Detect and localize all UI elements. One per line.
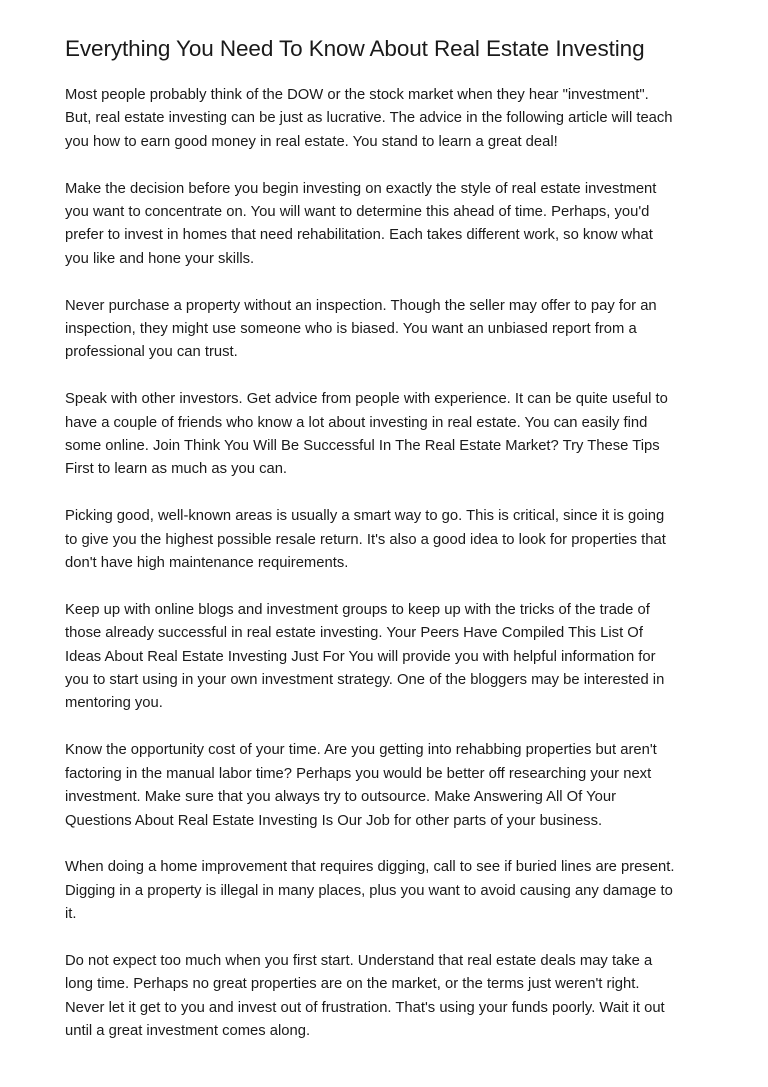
paragraph-line: First to learn as much as you can.: [65, 461, 288, 478]
paragraph: [65, 950, 708, 1044]
paragraph-line: long time. Perhaps no great properties are on the market, or the terms just weren't right.: [65, 976, 640, 993]
paragraph-line: until a great investment comes along.: [65, 1023, 311, 1040]
paragraph-line: you like and hone your skills.: [65, 250, 255, 267]
paragraph-line: Make the decision before you begin investing on exactly the style of real estate investment: [65, 180, 657, 197]
document-body: [65, 84, 708, 1044]
paragraph-line: Do not expect too much when you first start. Understand that real estate deals may take a: [65, 952, 653, 969]
paragraph-line: When doing a home improvement that requires digging, call to see if buried lines are present.: [65, 859, 675, 876]
paragraph-line: Questions About Real Estate Investing Is Our Job for other parts of your business.: [65, 812, 603, 829]
paragraph-line: prefer to invest in homes that need rehabilitation. Each takes different work, so know what: [65, 227, 653, 244]
paragraph-line: Know the opportunity cost of your time. Are you getting into rehabbing properties but aren't: [65, 742, 657, 759]
paragraph-line: some online. Join Think You Will Be Successful In The Real Estate Market? Try These Tips: [65, 438, 660, 455]
paragraph: [65, 505, 708, 575]
paragraph-line: you how to earn good money in real estate. You stand to learn a great deal!: [65, 133, 558, 150]
paragraph: [65, 295, 708, 365]
paragraph-line: Digging in a property is illegal in many places, plus you want to avoid causing any damage to: [65, 882, 673, 899]
paragraph-line: don't have high maintenance requirements.: [65, 555, 349, 572]
paragraph: [65, 599, 708, 716]
paragraph-line: mentoring you.: [65, 695, 163, 712]
paragraph: [65, 84, 708, 154]
paragraph-line: Keep up with online blogs and investment groups to keep up with the tricks of the trade of: [65, 601, 650, 618]
paragraph-line: Ideas About Real Estate Investing Just For You will provide you with helpful information for: [65, 648, 656, 665]
document-title: Everything You Need To Know About Real Estate Investing: [65, 36, 645, 61]
paragraph-line: inspection, they might use someone who is biased. You want an unbiased report from a: [65, 321, 637, 338]
paragraph-line: Never let it get to you and invest out of frustration. That's using your funds poorly. Wait it out: [65, 999, 665, 1016]
paragraph: [65, 856, 708, 926]
paragraph-line: you want to concentrate on. You will want to determine this ahead of time. Perhaps, you'd: [65, 204, 650, 221]
paragraph: [65, 178, 708, 272]
paragraph-line: professional you can trust.: [65, 344, 238, 361]
paragraph-line: investment. Make sure that you always try to outsource. Make Answering All Of Your: [65, 789, 617, 806]
paragraph-line: But, real estate investing can be just as lucrative. The advice in the following article will teach: [65, 110, 673, 127]
paragraph-line: it.: [65, 906, 77, 923]
paragraph-line: factoring in the manual labor time? Perhaps you would be better off researching your next: [65, 765, 652, 782]
paragraph: [65, 388, 708, 482]
paragraph-line: Never purchase a property without an inspection. Though the seller may offer to pay for an: [65, 297, 657, 314]
paragraph-line: Speak with other investors. Get advice from people with experience. It can be quite useful to: [65, 391, 668, 408]
paragraph-line: Most people probably think of the DOW or the stock market when they hear "investment".: [65, 87, 649, 103]
paragraph: [65, 739, 708, 833]
paragraph-line: those already successful in real estate investing. Your Peers Have Compiled This List Of: [65, 625, 643, 642]
paragraph-line: to give you the highest possible resale return. It's also a good idea to look for properties that: [65, 531, 666, 548]
paragraph-line: Picking good, well-known areas is usually a smart way to go. This is critical, since it is going: [65, 508, 665, 525]
paragraph-line: you to start using in your own investment strategy. One of the bloggers may be interested in: [65, 672, 665, 689]
paragraph-line: have a couple of friends who know a lot about investing in real estate. You can easily find: [65, 414, 648, 431]
